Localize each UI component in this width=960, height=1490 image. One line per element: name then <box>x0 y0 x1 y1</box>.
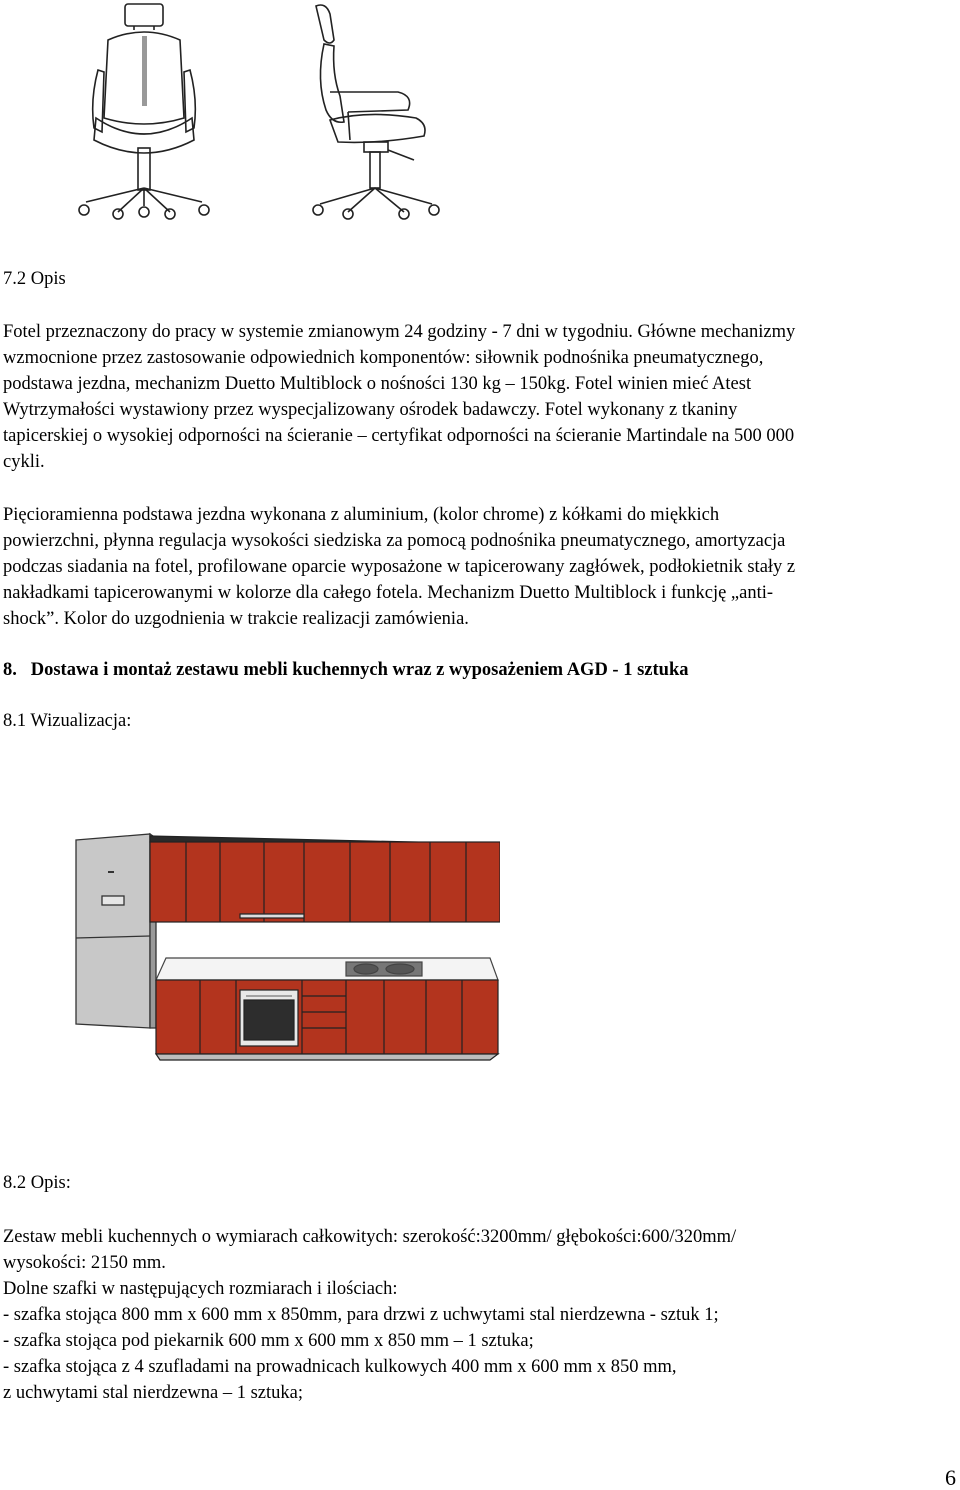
text-line: Dolne szafki w następujących rozmiarach i ilościach: <box>3 1279 398 1299</box>
fridge <box>76 834 156 1028</box>
text-line: shock”. Kolor do uzgodnienia w trakcie realizacji zamówienia. <box>3 609 469 629</box>
section-8-2-heading: 8.2 Opis: <box>3 1173 71 1193</box>
section-8-title: Dostawa i montaż zestawu mebli kuchennych wraz z wyposażeniem AGD - 1 sztuka <box>30 660 689 680</box>
section-8-heading <box>3 657 689 683</box>
text-line: nakładkami tapicerowanymi w kolorze dla całego fotela. Mechanizm Duetto Multiblock i funkcję „anti- <box>3 583 774 603</box>
chair-front-view <box>79 4 209 219</box>
page-number: 6 <box>945 1465 956 1490</box>
section-7-2-heading: 7.2 Opis <box>3 269 66 289</box>
text-line: podczas siadania na fotel, profilowane oparcie wyposażone w tapicerowany zagłówek, podłokietnik stały z <box>3 557 796 577</box>
upper-cabinets <box>150 836 500 922</box>
section-7-2-paragraph-1 <box>3 319 955 475</box>
chair-figures <box>68 0 458 230</box>
text-line: Zestaw mebli kuchennych o wymiarach całkowitych: szerokość:3200mm/ głębokości:600/320mm/ <box>3 1227 737 1247</box>
countertop <box>156 958 498 980</box>
kitchen-visualization <box>70 828 500 1068</box>
lower-cabinets <box>156 980 498 1060</box>
text-line: cykli. <box>3 452 45 472</box>
text-line: - szafka stojąca 800 mm x 600 mm x 850mm, para drzwi z uchwytami stal nierdzewna - sztuk 1; <box>3 1305 719 1325</box>
text-line: - szafka stojąca pod piekarnik 600 mm x 600 mm x 850 mm – 1 sztuka; <box>3 1331 534 1351</box>
section-8-1-heading: 8.1 Wizualizacja: <box>3 711 132 731</box>
section-8-2-description <box>3 1224 955 1406</box>
text-line: tapicerskiej o wysokiej odporności na ścieranie – certyfikat odporności na ścieranie Martindale na 500 000 <box>3 426 795 446</box>
text-line: Fotel przeznaczony do pracy w systemie zmianowym 24 godziny - 7 dni w tygodniu. Główne mechanizmy <box>3 322 796 342</box>
text-line: wysokości: 2150 mm. <box>3 1253 166 1273</box>
text-line: powierzchni, płynna regulacja wysokości siedziska za pomocą podnośnika pneumatycznego, amortyzacja <box>3 531 786 551</box>
section-8-number: 8. <box>3 660 17 680</box>
text-line: z uchwytami stal nierdzewna – 1 sztuka; <box>3 1383 304 1403</box>
text-line: - szafka stojąca z 4 szufladami na prowadnicach kulkowych 400 mm x 600 mm x 850 mm, <box>3 1357 677 1377</box>
chair-side-view <box>313 5 439 219</box>
section-7-2-paragraph-2 <box>3 502 955 632</box>
text-line: podstawa jezdna, mechanizm Duetto Multiblock o nośności 130 kg – 150kg. Fotel winien mieć Atest <box>3 374 752 394</box>
text-line: Pięcioramienna podstawa jezdna wykonana z aluminium, (kolor chrome) z kółkami do miękkich <box>3 505 720 525</box>
oven <box>240 990 298 1046</box>
text-line: Wytrzymałości wystawiony przez wyspecjalizowany ośrodek badawczy. Fotel wykonany z tkaniny <box>3 400 738 420</box>
text-line: wzmocnione przez zastosowanie odpowiednich komponentów: siłownik podnośnika pneumatycznego, <box>3 348 764 368</box>
